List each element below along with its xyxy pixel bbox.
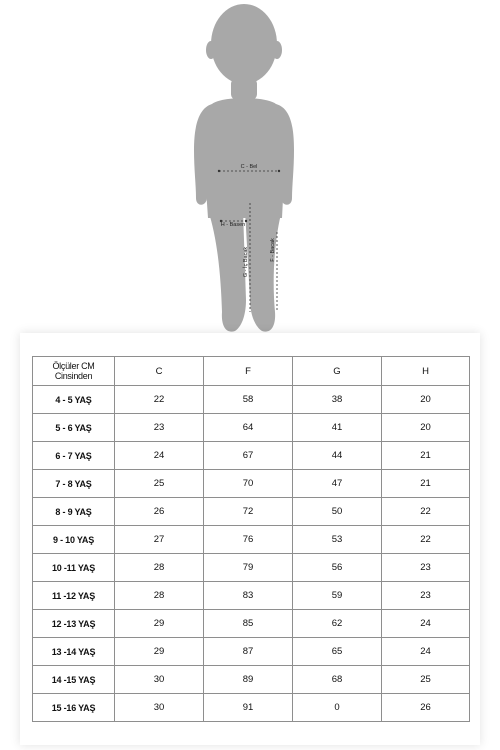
- value-cell-g: 47: [293, 470, 382, 498]
- value-cell-h: 24: [382, 638, 470, 666]
- age-cell: 6 - 7 YAŞ: [33, 442, 115, 470]
- table-row: [33, 442, 470, 470]
- value-cell-c: 26: [115, 498, 204, 526]
- value-cell-c: 28: [115, 582, 204, 610]
- value-cell-f: 79: [204, 554, 293, 582]
- child-silhouette: [0, 0, 500, 335]
- value-cell-c: 30: [115, 666, 204, 694]
- table-header-row: [33, 357, 470, 386]
- value-cell-f: 72: [204, 498, 293, 526]
- value-cell-f: 70: [204, 470, 293, 498]
- table-row: [33, 582, 470, 610]
- value-cell-h: 21: [382, 470, 470, 498]
- value-cell-g: 62: [293, 610, 382, 638]
- value-cell-c: 29: [115, 610, 204, 638]
- value-cell-g: 68: [293, 666, 382, 694]
- age-cell: 10 -11 YAŞ: [33, 554, 115, 582]
- table-row: [33, 638, 470, 666]
- value-cell-c: 23: [115, 414, 204, 442]
- value-cell-g: 44: [293, 442, 382, 470]
- value-cell-h: 20: [382, 386, 470, 414]
- column-header-f: F: [204, 357, 293, 386]
- value-cell-c: 28: [115, 554, 204, 582]
- value-cell-f: 76: [204, 526, 293, 554]
- corner-line-1: Ölçüler CM: [52, 361, 95, 371]
- hip-label: H - Basen: [220, 222, 246, 228]
- corner-header: [33, 357, 115, 386]
- table-row: [33, 554, 470, 582]
- value-cell-g: 53: [293, 526, 382, 554]
- age-cell: 13 -14 YAŞ: [33, 638, 115, 666]
- age-cell: 11 -12 YAŞ: [33, 582, 115, 610]
- value-cell-f: 58: [204, 386, 293, 414]
- child-size-figure: [0, 0, 500, 335]
- value-cell-f: 67: [204, 442, 293, 470]
- value-cell-g: 0: [293, 694, 382, 722]
- size-chart-card: [20, 333, 480, 745]
- corner-line-2: Cinsinden: [54, 371, 93, 381]
- column-header-g: G: [293, 357, 382, 386]
- table-row: [33, 694, 470, 722]
- table-row: [33, 386, 470, 414]
- age-cell: 14 -15 YAŞ: [33, 666, 115, 694]
- age-cell: 12 -13 YAŞ: [33, 610, 115, 638]
- value-cell-g: 41: [293, 414, 382, 442]
- value-cell-g: 50: [293, 498, 382, 526]
- size-table: [32, 356, 470, 722]
- table-row: [33, 498, 470, 526]
- value-cell-h: 24: [382, 610, 470, 638]
- value-cell-g: 59: [293, 582, 382, 610]
- table-row: [33, 470, 470, 498]
- age-cell: 15 -16 YAŞ: [33, 694, 115, 722]
- value-cell-g: 56: [293, 554, 382, 582]
- age-cell: 4 - 5 YAŞ: [33, 386, 115, 414]
- table-row: [33, 414, 470, 442]
- value-cell-f: 87: [204, 638, 293, 666]
- value-cell-h: 23: [382, 582, 470, 610]
- value-cell-f: 89: [204, 666, 293, 694]
- value-cell-c: 29: [115, 638, 204, 666]
- inseam-label: G - İç Bacak: [243, 246, 249, 278]
- waist-label: C - Bel: [240, 164, 258, 170]
- value-cell-h: 22: [382, 526, 470, 554]
- value-cell-h: 23: [382, 554, 470, 582]
- value-cell-c: 25: [115, 470, 204, 498]
- outseam-label: F - Bacak: [270, 238, 276, 262]
- value-cell-c: 22: [115, 386, 204, 414]
- age-cell: 5 - 6 YAŞ: [33, 414, 115, 442]
- value-cell-f: 85: [204, 610, 293, 638]
- value-cell-h: 22: [382, 498, 470, 526]
- value-cell-g: 38: [293, 386, 382, 414]
- table-row: [33, 610, 470, 638]
- value-cell-h: 21: [382, 442, 470, 470]
- value-cell-h: 25: [382, 666, 470, 694]
- value-cell-h: 20: [382, 414, 470, 442]
- value-cell-h: 26: [382, 694, 470, 722]
- value-cell-c: 27: [115, 526, 204, 554]
- value-cell-f: 91: [204, 694, 293, 722]
- value-cell-c: 30: [115, 694, 204, 722]
- value-cell-f: 64: [204, 414, 293, 442]
- table-row: [33, 526, 470, 554]
- table-row: [33, 666, 470, 694]
- value-cell-f: 83: [204, 582, 293, 610]
- column-header-c: C: [115, 357, 204, 386]
- value-cell-g: 65: [293, 638, 382, 666]
- age-cell: 8 - 9 YAŞ: [33, 498, 115, 526]
- value-cell-c: 24: [115, 442, 204, 470]
- age-cell: 7 - 8 YAŞ: [33, 470, 115, 498]
- column-header-h: H: [382, 357, 470, 386]
- age-cell: 9 - 10 YAŞ: [33, 526, 115, 554]
